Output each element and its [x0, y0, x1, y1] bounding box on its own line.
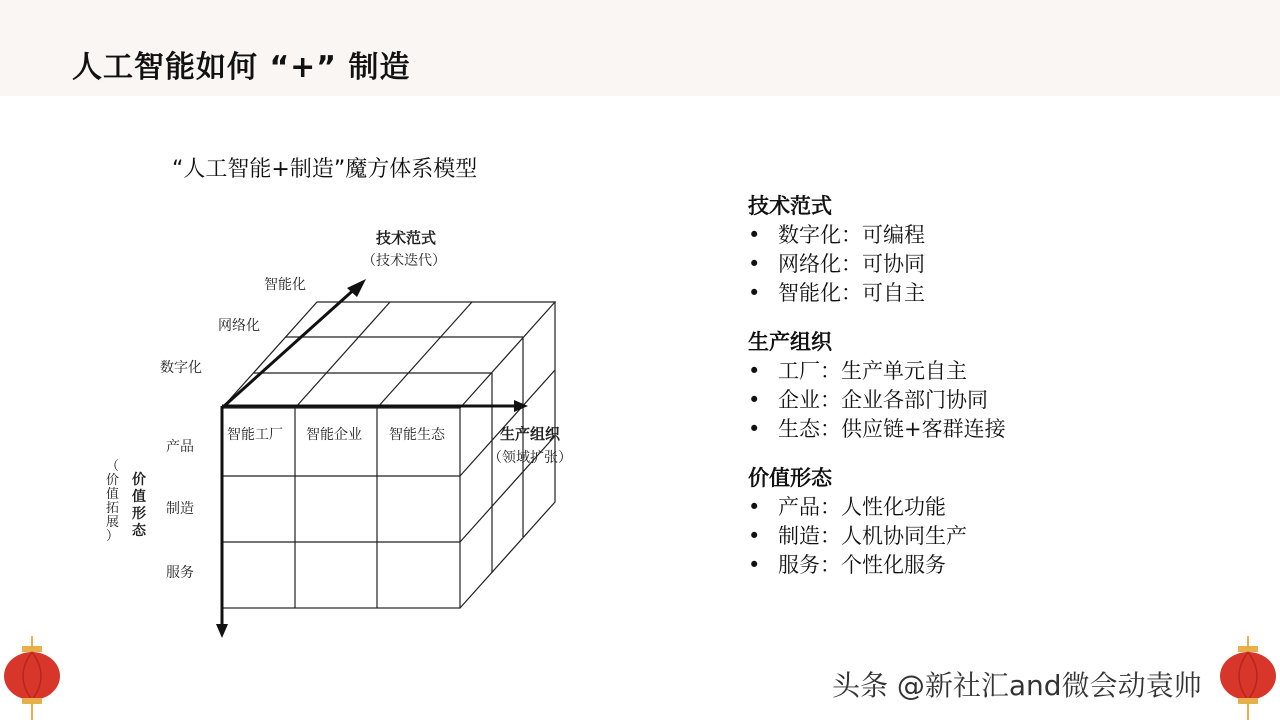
list-item-text: 企业：企业各部门协同: [778, 388, 988, 412]
cube-top-face: [222, 302, 555, 408]
axis-tech-sub: （技术迭代）: [362, 253, 446, 269]
list-item: [748, 522, 1168, 551]
lantern-icon: [1216, 636, 1280, 720]
info-group: [748, 328, 1168, 444]
list-item-text: 数字化：可编程: [778, 223, 925, 247]
axis-tech-line: [222, 286, 358, 408]
list-item: [748, 357, 1168, 386]
list-item: [748, 279, 1168, 308]
bullet: •: [748, 281, 761, 305]
list-item-text: 制造：人机协同生产: [778, 524, 967, 548]
diagram-subtitle: “人工智能+制造”魔方体系模型: [172, 157, 478, 182]
front-column-label: 智能生态: [389, 427, 445, 443]
info-group: [748, 192, 1168, 308]
list-item: [748, 386, 1168, 415]
list-item-text: 服务：个性化服务: [778, 553, 946, 577]
tech-level-label: 智能化: [264, 277, 306, 293]
bullet: •: [748, 252, 761, 276]
watermark: 头条 @新社汇and微会动袁帅: [832, 669, 1202, 702]
list-item-text: 产品：人性化功能: [778, 495, 946, 519]
group-title: 价值形态: [748, 466, 832, 490]
axis-value-arrow: [216, 624, 228, 638]
group-title: 生产组织: [748, 330, 832, 354]
group-title: 技术范式: [748, 194, 832, 218]
value-level-label: 服务: [166, 565, 194, 581]
front-column-label: 智能工厂: [227, 427, 283, 443]
list-item: [748, 415, 1168, 444]
bullet: •: [748, 223, 761, 247]
axis-value-sub: （价值拓展）: [106, 459, 120, 544]
list-item: [748, 493, 1168, 522]
bullet: •: [748, 359, 761, 383]
list-item: [748, 551, 1168, 580]
bullet: •: [748, 417, 761, 441]
front-column-label: 智能企业: [306, 427, 362, 443]
list-item-text: 生态：供应链+客群连接: [778, 417, 1006, 441]
value-level-label: 制造: [166, 501, 194, 517]
page-title: 人工智能如何 “+” 制造: [72, 50, 411, 85]
list-item-text: 工厂：生产单元自主: [778, 359, 967, 383]
info-panel: [748, 192, 1168, 600]
axis-value-title: 价值形态: [132, 472, 146, 539]
axis-org-title: 生产组织: [500, 425, 561, 443]
axis-org-sub: （领域扩张）: [488, 450, 572, 466]
tech-level-label: 数字化: [160, 360, 202, 376]
tech-level-label: 网络化: [218, 318, 260, 334]
list-item: [748, 221, 1168, 250]
list-item-text: 网络化：可协同: [778, 252, 925, 276]
bullet: •: [748, 495, 761, 519]
bullet: •: [748, 553, 761, 577]
bullet: •: [748, 388, 761, 412]
info-group: [748, 464, 1168, 580]
value-level-label: 产品: [166, 439, 194, 455]
bullet: •: [748, 524, 761, 548]
list-item-text: 智能化：可自主: [778, 281, 925, 305]
lantern-icon: [0, 636, 64, 720]
list-item: [748, 250, 1168, 279]
axis-tech-title: 技术范式: [376, 229, 437, 247]
